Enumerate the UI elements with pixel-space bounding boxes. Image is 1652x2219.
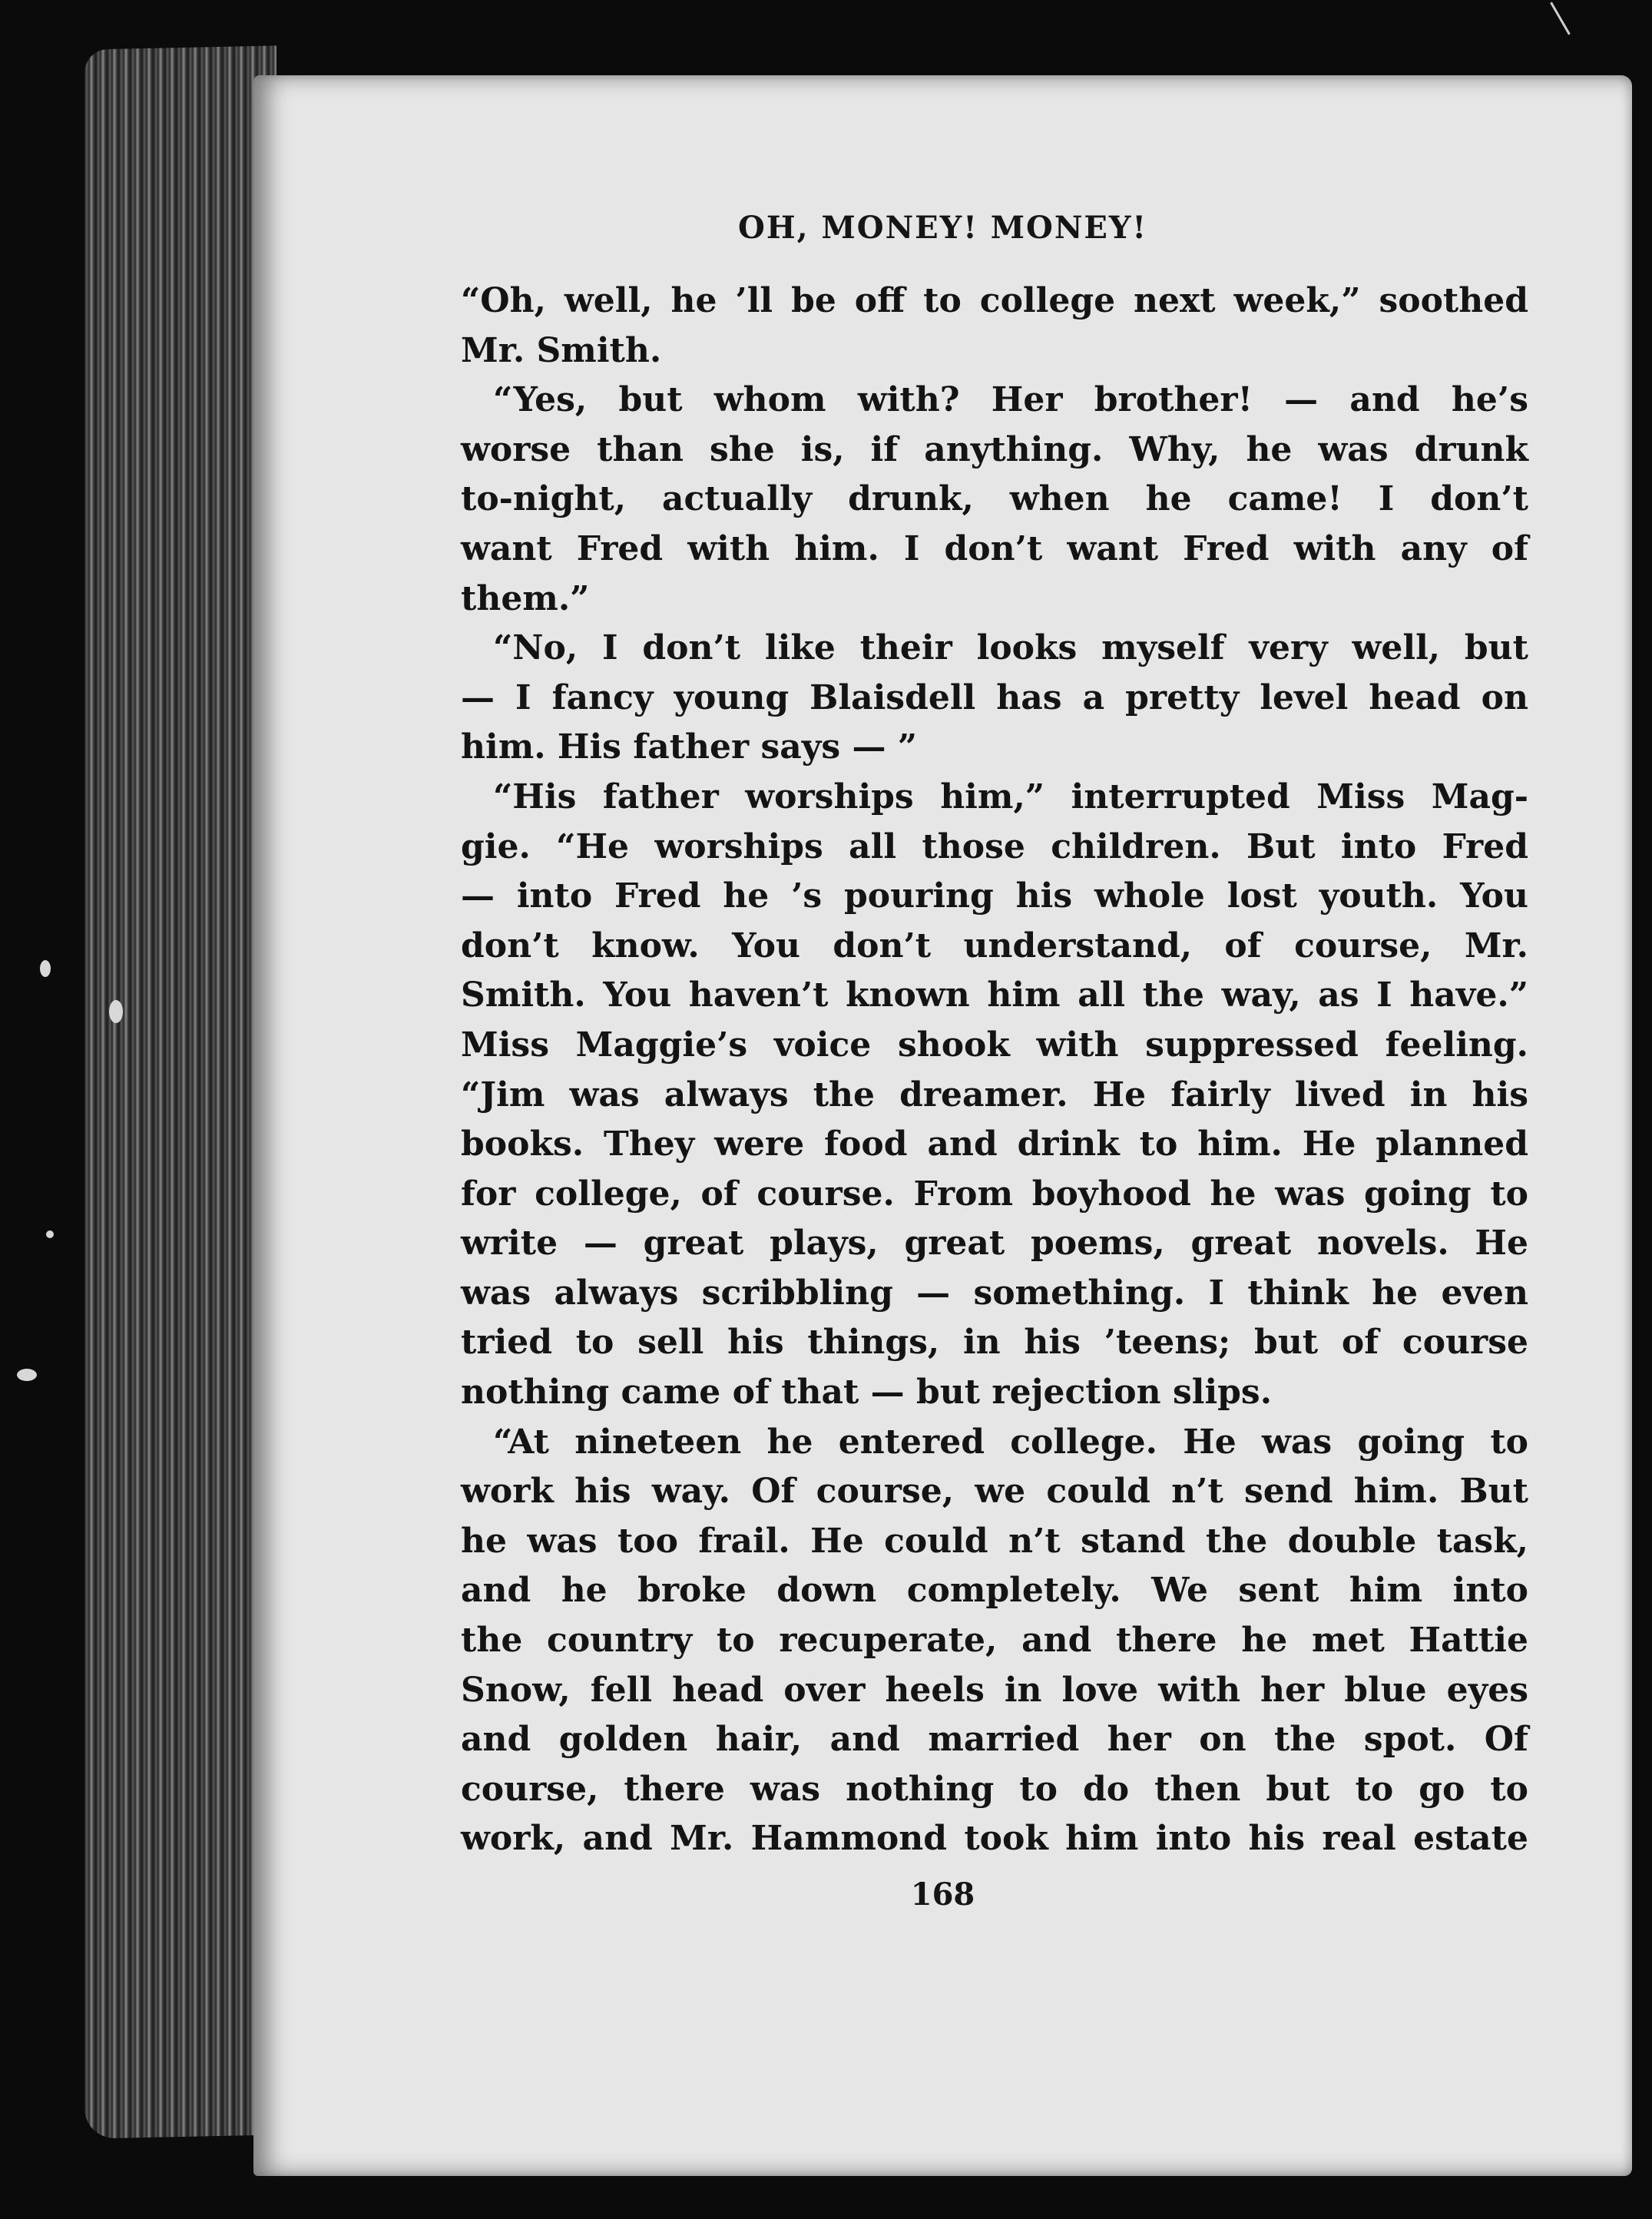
text-line: Smith. You haven’t known him all the way, as I have.” [461, 975, 1528, 1015]
scan-mark [1550, 2, 1571, 35]
scan-speck [17, 1369, 37, 1381]
running-header: OH, MONEY! MONEY! [738, 210, 1147, 246]
text-line: was always scribbling — something. I think he even [461, 1273, 1528, 1313]
text-line: and he broke down completely. We sent him into [461, 1571, 1528, 1611]
text-line: Miss Maggie’s voice shook with suppressed feeling. [461, 1025, 1528, 1065]
text-line: “No, I don’t like their looks myself very well, but [493, 628, 1528, 668]
text-line: “At nineteen he entered college. He was going to [493, 1422, 1528, 1462]
text-line: Mr. Smith. [461, 330, 662, 370]
text-line: he was too frail. He could n’t stand the double task, [461, 1521, 1528, 1561]
text-line: gie. “He worships all those children. But into Fred [461, 826, 1528, 866]
text-line: write — great plays, great poems, great novels. He [461, 1224, 1528, 1264]
text-line: to-night, actually drunk, when he came! I don’t [461, 479, 1528, 519]
text-line: “His father worships him,” interrupted Miss Mag- [493, 777, 1528, 816]
text-line: — I fancy young Blaisdell has a pretty level head on [461, 677, 1528, 717]
text-line: Snow, fell head over heels in love with her blue eyes [461, 1670, 1528, 1710]
text-line: work his way. Of course, we could n’t send him. But [461, 1472, 1528, 1512]
page-body-text [461, 277, 1528, 1864]
book-page-edges [84, 45, 276, 2138]
text-line: — into Fred he ’s pouring his whole lost youth. You [461, 876, 1528, 916]
text-line: want Fred with him. I don’t want Fred with any of [461, 528, 1528, 568]
text-line: books. They were food and drink to him. He planned [461, 1124, 1528, 1164]
text-line: “Jim was always the dreamer. He fairly lived in his [461, 1075, 1528, 1114]
text-line: don’t know. You don’t understand, of course, Mr. [461, 926, 1528, 965]
book-page [253, 75, 1632, 2176]
text-line: course, there was nothing to do then but to go to [461, 1769, 1528, 1809]
page-number: 168 [910, 1876, 975, 1913]
scan-speck [40, 960, 51, 977]
text-line: him. His father says — ” [461, 727, 918, 767]
text-line: and golden hair, and married her on the spot. Of [461, 1720, 1528, 1760]
text-line: tried to sell his things, in his ’teens; but of course [461, 1323, 1528, 1363]
text-line: them.” [461, 578, 590, 618]
text-line: “Yes, but whom with? Her brother! — and he’s [493, 380, 1528, 420]
scan-speck [109, 1000, 123, 1023]
text-line: worse than she is, if anything. Why, he was drunk [461, 429, 1528, 469]
text-line: work, and Mr. Hammond took him into his real estate [461, 1819, 1528, 1859]
text-line: “Oh, well, he ’ll be off to college next week,” soothed [461, 281, 1528, 320]
text-line: for college, of course. From boyhood he was going to [461, 1174, 1528, 1214]
text-line: nothing came of that — but rejection slips. [461, 1373, 1273, 1413]
text-line: the country to recuperate, and there he met Hattie [461, 1621, 1528, 1661]
scan-speck [46, 1230, 54, 1238]
